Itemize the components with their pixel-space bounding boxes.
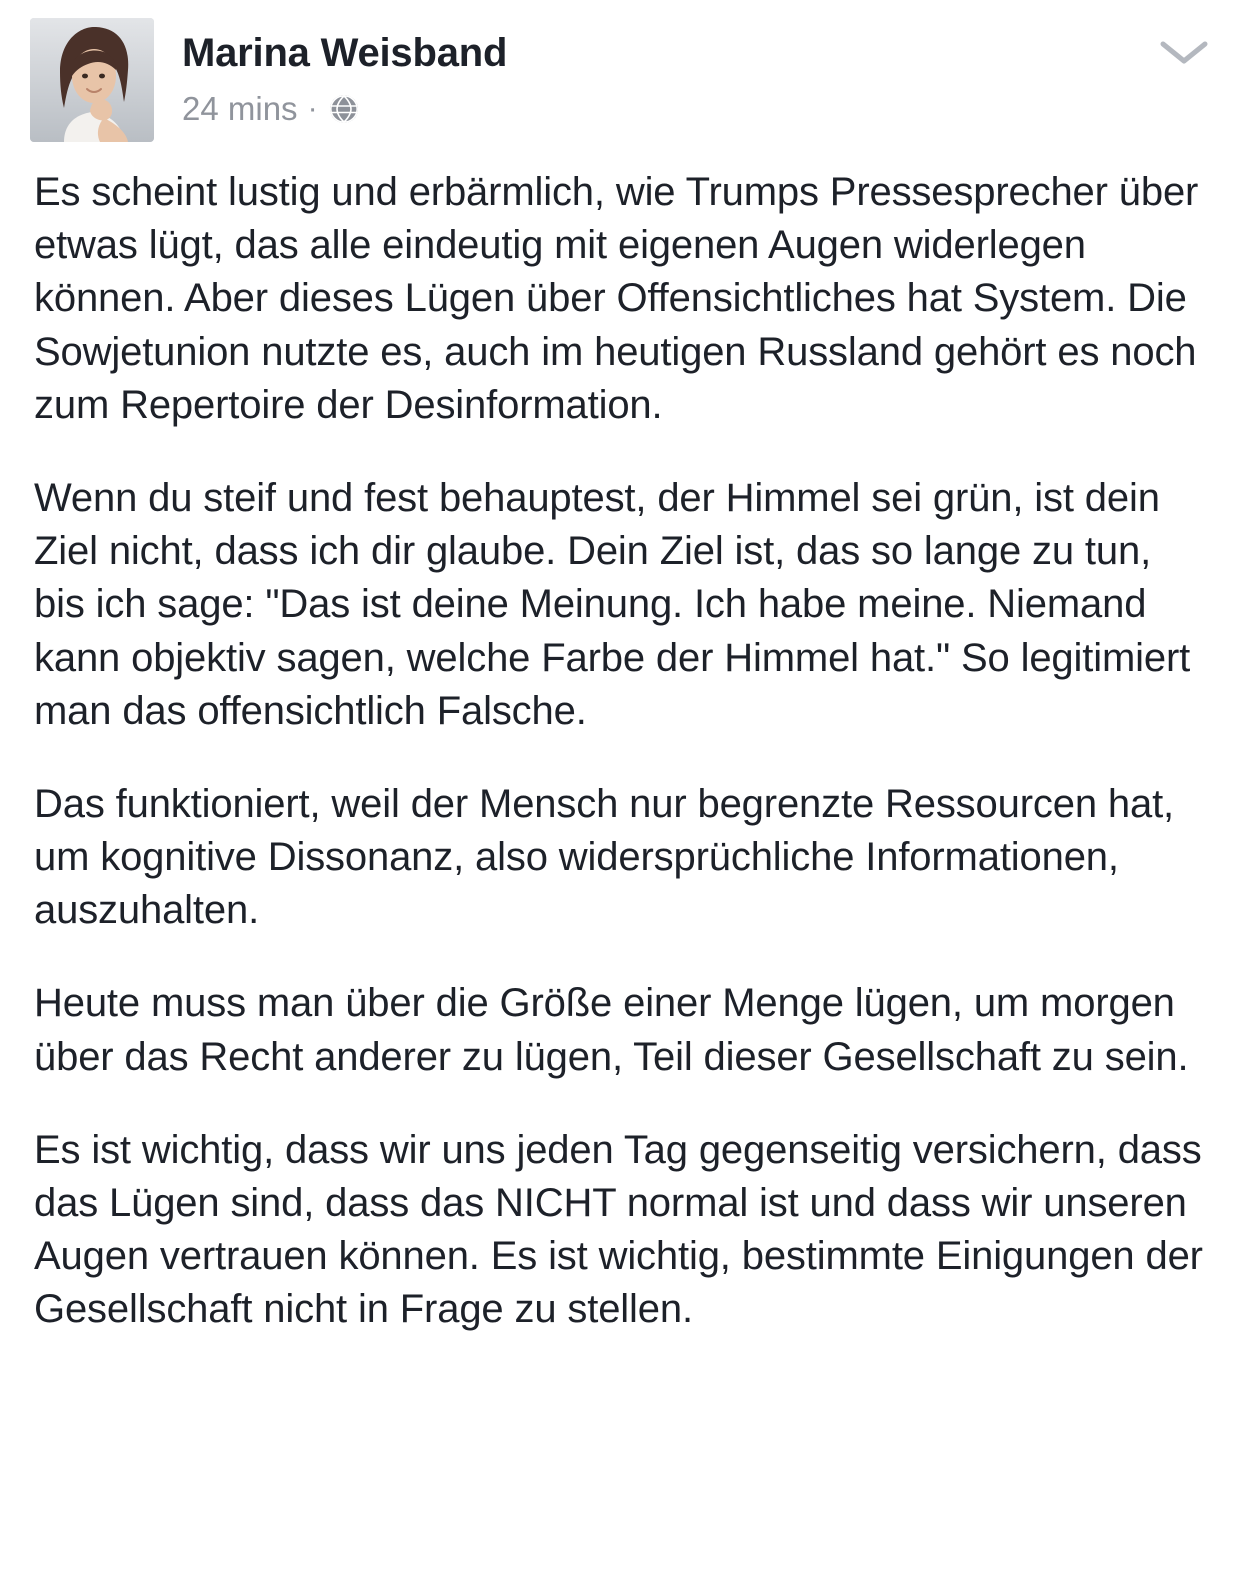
post-message xyxy=(0,142,1242,1337)
post-author-block xyxy=(182,18,1222,125)
avatar[interactable] xyxy=(30,18,154,142)
post-options-button[interactable] xyxy=(1156,30,1212,74)
post-author-name[interactable]: Marina Weisband xyxy=(182,31,508,75)
globe-icon[interactable] xyxy=(328,93,360,125)
post-paragraph: Es ist wichtig, dass wir uns jeden Tag gegenseitig versichern, dass das Lügen sind, dass das NICHT normal ist und dass wir unseren Augen vertrauen können. Es ist wichtig, bestimmte Einigungen der Gesellschaft nicht in Frage zu stellen. xyxy=(34,1127,1214,1332)
post-paragraph: Es scheint lustig und erbärmlich, wie Trumps Pressesprecher über etwas lügt, das alle eindeutig mit eigenen Augen widerlegen können. Aber dieses Lügen über Offensichtliches hat System. Die Sowjetunion nutzte es, auch im heutigen Russland gehört es noch zum Repertoire der Desinformation. xyxy=(34,170,1210,427)
meta-separator: · xyxy=(307,91,318,125)
post-paragraph: Heute muss man über die Größe einer Menge lügen, um morgen über das Recht anderer zu lügen, Teil dieser Gesellschaft zu sein. xyxy=(34,981,1189,1079)
post-paragraph: Wenn du steif und fest behauptest, der Himmel sei grün, ist dein Ziel nicht, dass ich dir glaube. Dein Ziel ist, das so lange zu tun, bis ich sage: "Das ist deine Meinung. Ich habe meine. Niemand kann objektiv sagen, welche Farbe der Himmel hat." So legitimiert man das offensichtlich Falsche. xyxy=(34,475,1202,733)
post-paragraph: Das funktioniert, weil der Mensch nur begrenzte Ressourcen hat, um kognitive Dissonanz, also widersprüchliche Informationen, auszuhalten. xyxy=(34,781,1185,933)
post-header xyxy=(0,0,1242,142)
post-timestamp[interactable]: 24 mins xyxy=(182,90,298,127)
post-meta xyxy=(182,92,1222,125)
